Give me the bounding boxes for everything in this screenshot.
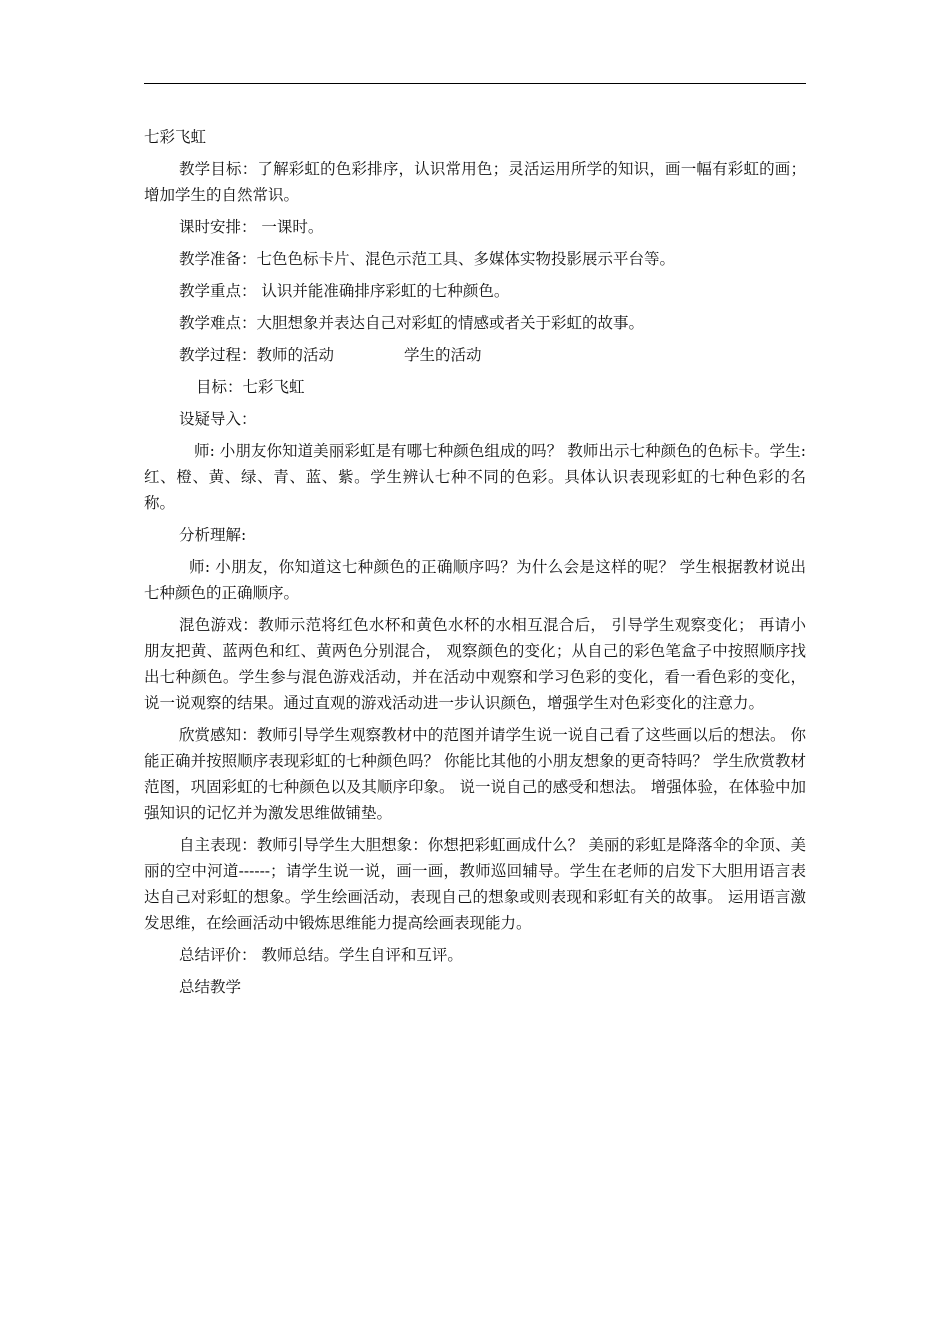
intro-body: 师: 小朋友你知道美丽彩虹是有哪七种颜色组成的吗？ 教师出示七种颜色的色标卡。学生: 红、橙、黄、绿、青、蓝、紫。学生辨认七种不同的色彩。具体认识表现彩虹的七种色彩的名称。 [144, 442, 806, 512]
appreciation-paragraph: 欣赏感知：教师引导学生观察教材中的范图并请学生说一说自己看了这些画以后的想法。 你能正确并按照顺序表现彩虹的七种颜色吗？ 你能比其他的小朋友想象的更奇特吗？ 学生欣赏教材范图，巩固彩虹的七种颜色以及其顺序印象。 说一说自己的感受和想法。 增强体验，在体验中加强知识的记忆并为激发思维做铺垫。 [144, 726, 806, 822]
evaluation-paragraph: 总结评价： 教师总结。学生自评和互评。 [179, 946, 463, 964]
difficulty-paragraph: 教学难点：大胆想象并表达自己对彩虹的情感或者关于彩虹的故事。 [179, 314, 645, 332]
header-rule [144, 83, 806, 84]
self-expression-paragraph: 自主表现：教师引导学生大胆想象：你想把彩虹画成什么？ 美丽的彩虹是降落伞的伞顶、美丽的空中河道------；请学生说一说，画一画，教师巡回辅导。学生在老师的启发下大胆用语言表达自己对彩虹的想象。学生绘画活动，表现自己的想象或则表现和彩虹有关的故事。 运用语言激发思维，在绘画活动中锻炼思维能力提高绘画表现能力。 [144, 836, 806, 932]
analysis-body: 师: 小朋友，你知道这七种颜色的正确顺序吗？为什么会是这样的呢？ 学生根据教材说出七种颜色的正确顺序。 [144, 558, 806, 602]
mixing-game-paragraph: 混色游戏：教师示范将红色水杯和黄色水杯的水相互混合后， 引导学生观察变化； 再请小朋友把黄、蓝两色和红、黄两色分别混合， 观察颜色的变化；从自己的彩色笔盒子中按照顺序找出七种颜色。学生参与混色游戏活动，并在活动中观察和学习色彩的变化，看一看色彩的变化，说一说观察的结果。通过直观的游戏活动进一步认识颜色，增强学生对色彩变化的注意力。 [144, 616, 806, 712]
schedule-paragraph: 课时安排： 一课时。 [179, 218, 324, 236]
preparation-paragraph: 教学准备：七色色标卡片、混色示范工具、多媒体实物投影展示平台等。 [179, 250, 676, 268]
document-body [144, 124, 806, 1006]
document-title: 七彩飞虹 [144, 128, 207, 146]
analysis-heading: 分析理解: [179, 526, 247, 544]
process-teacher-label: 教学过程：教师的活动 [179, 346, 335, 364]
goal-paragraph: 目标：七彩飞虹 [196, 378, 305, 396]
intro-heading: 设疑导入： [179, 410, 257, 428]
process-paragraph [144, 342, 806, 368]
objective-paragraph: 教学目标：了解彩虹的色彩排序，认识常用色；灵活运用所学的知识，画一幅有彩虹的画； 增加学生的自然常识。 [144, 160, 806, 204]
key-point-paragraph: 教学重点： 认识并能准确排序彩虹的七种颜色。 [179, 282, 510, 300]
summary-paragraph: 总结教学 [179, 978, 242, 996]
process-student-label: 学生的活动 [404, 346, 482, 364]
